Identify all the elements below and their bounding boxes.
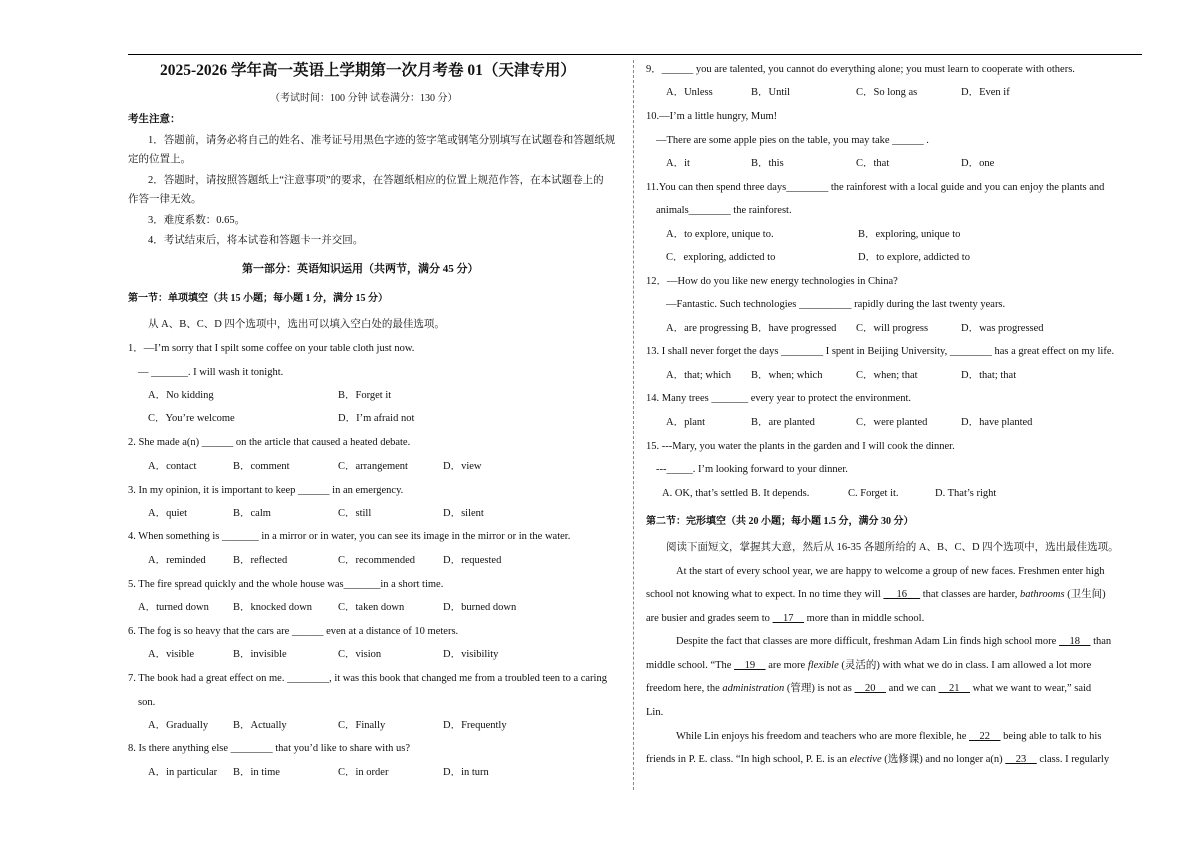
question-10: 10.—I’m a little hungry, Mum! xyxy=(646,111,778,122)
option: B．calm xyxy=(233,508,271,519)
option: B. It depends. xyxy=(751,488,810,499)
exam-info: （考试时间：100 分钟 试卷满分：130 分） xyxy=(270,93,458,104)
option: D．have planted xyxy=(961,417,1033,428)
option: D．Even if xyxy=(961,87,1010,98)
option: B．Until xyxy=(751,87,791,98)
question-2: 2. She made a(n) ______ on the article that caused a heated debate. xyxy=(128,437,411,448)
option: B．in time xyxy=(233,767,280,778)
option: B．have progressed xyxy=(751,323,837,334)
option: C．vision xyxy=(338,649,382,660)
page-title: 2025-2026 学年高一英语上学期第一次月考卷 01（天津专用） xyxy=(160,62,576,79)
option: B．exploring, unique to xyxy=(858,229,961,240)
passage-line: Lin. xyxy=(646,707,664,718)
question-9: 9．______ you are talented, you cannot do everything alone; you must learn to cooperate with others. xyxy=(646,64,1075,75)
question-13: 13. I shall never forget the days ________ I spent in Beijing University, ________ has a great effect on my life. xyxy=(646,346,1115,357)
passage-line: Despite the fact that classes are more difficult, freshman Adam Lin finds high school more 18 than xyxy=(676,636,1112,647)
question-7-cont: son. xyxy=(138,697,156,708)
option: C．will progress xyxy=(856,323,929,334)
option: C．recommended xyxy=(338,555,415,566)
option: B．Forget it xyxy=(338,390,392,401)
option: A．reminded xyxy=(148,555,206,566)
option: A．plant xyxy=(666,417,706,428)
section1-heading: 第一节：单项填空（共 15 小题；每小题 1 分，满分 15 分） xyxy=(128,293,388,304)
part1-heading: 第一部分：英语知识运用（共两节，满分 45 分） xyxy=(242,263,479,275)
option: D．was progressed xyxy=(961,323,1044,334)
option: A．in particular xyxy=(148,767,218,778)
option: D．I’m afraid not xyxy=(338,413,415,424)
option: D．Frequently xyxy=(443,720,507,731)
passage-line: are busier and grades seem to 17 more than in middle school. xyxy=(646,613,925,624)
option: A．to explore, unique to. xyxy=(666,229,774,240)
option: C．that xyxy=(856,158,890,169)
option: C．in order xyxy=(338,767,389,778)
option: D．silent xyxy=(443,508,484,519)
question-11: 11.You can then spend three days________ the rainforest with a local guide and you can enjoy the plants and xyxy=(646,182,1105,193)
column-divider xyxy=(633,60,634,790)
option: C．arrangement xyxy=(338,461,408,472)
option: A．turned down xyxy=(138,602,209,613)
option: C．taken down xyxy=(338,602,405,613)
question-6: 6. The fog is so heavy that the cars are ______ even at a distance of 10 meters. xyxy=(128,626,459,637)
option: B．invisible xyxy=(233,649,287,660)
option: C．You’re welcome xyxy=(148,413,235,424)
option: D．requested xyxy=(443,555,502,566)
question-4: 4. When something is _______ in a mirror or in water, you can see its image in the mirror or in the water. xyxy=(128,531,571,542)
option: D. That’s right xyxy=(935,488,997,499)
option: B．this xyxy=(751,158,784,169)
notice-line: 3．难度系数：0.65。 xyxy=(148,215,246,226)
option: A. OK, that’s settled xyxy=(662,488,749,499)
notice-line: 4．考试结束后，将本试卷和答题卡一并交回。 xyxy=(148,235,364,246)
option: D．burned down xyxy=(443,602,517,613)
notice-line: 2．答题时，请按照答题纸上“注意事项”的要求，在答题纸相应的位置上规范作答，在本试题卷上的 xyxy=(148,175,604,186)
option: C．Finally xyxy=(338,720,386,731)
section2-intro: 阅读下面短文，掌握其大意，然后从 16-35 各题所给的 A、B、C、D 四个选项中，选出最佳选项。 xyxy=(666,542,1119,553)
option: D．view xyxy=(443,461,482,472)
passage-line: school not knowing what to expect. In no time they will 16 that classes are harder, bathrooms (卫生间) xyxy=(646,589,1106,600)
question-12: 12．—How do you like new energy technologies in China? xyxy=(646,276,898,287)
option: A．that; which xyxy=(666,370,732,381)
option: C．when; that xyxy=(856,370,918,381)
question-3: 3. In my opinion, it is important to keep ______ in an emergency. xyxy=(128,485,404,496)
option: B．Actually xyxy=(233,720,287,731)
option: A．visible xyxy=(148,649,195,660)
question-5: 5. The fire spread quickly and the whole house was_______in a short time. xyxy=(128,579,444,590)
option: B．comment xyxy=(233,461,290,472)
option: A．No kidding xyxy=(148,390,214,401)
passage-line: friends in P. E. class. “In high school, P. E. is an elective (选修课) and no longer a(n) 23 class. I regularly xyxy=(646,754,1110,765)
question-12-cont: —Fantastic. Such technologies __________ rapidly during the last twenty years. xyxy=(666,299,1006,310)
option: A．it xyxy=(666,158,690,169)
option: A．are progressing xyxy=(666,323,749,334)
option: A．contact xyxy=(148,461,197,472)
option: B．knocked down xyxy=(233,602,313,613)
top-rule xyxy=(128,54,1142,55)
question-14: 14. Many trees _______ every year to protect the environment. xyxy=(646,393,912,404)
notice-line: 1．答题前，请务必将自己的姓名、准考证号用黑色字迹的签字笔或钢笔分别填写在试题卷和答题纸规 xyxy=(148,135,616,146)
notice-line: 定的位置上。 xyxy=(128,154,191,165)
question-1: 1．—I’m sorry that I spilt some coffee on your table cloth just now. xyxy=(128,343,415,354)
option: D．to explore, addicted to xyxy=(858,252,970,263)
question-11-cont: animals________ the rainforest. xyxy=(656,205,792,216)
passage-line: middle school. “The 19 are more flexible (灵活的) with what we do in class. I am allowed a lot more xyxy=(646,660,1092,671)
option: D．that; that xyxy=(961,370,1017,381)
section1-intro: 从 A、B、C、D 四个选项中，选出可以填入空白处的最佳选项。 xyxy=(148,319,445,330)
option: A．quiet xyxy=(148,508,188,519)
option: C. Forget it. xyxy=(848,488,899,499)
option: C．So long as xyxy=(856,87,918,98)
option: B．when; which xyxy=(751,370,823,381)
question-10-cont: —There are some apple pies on the table, you may take ______ . xyxy=(656,135,929,146)
question-7: 7. The book had a great effect on me. ________, it was this book that changed me from a troubled teen to a caring xyxy=(128,673,607,684)
passage-line: At the start of every school year, we are happy to welcome a group of new faces. Freshmen enter high xyxy=(676,566,1105,577)
option: A．Gradually xyxy=(148,720,209,731)
question-15: 15. ---Mary, you water the plants in the garden and I will cook the dinner. xyxy=(646,441,955,452)
option: B．reflected xyxy=(233,555,288,566)
question-8: 8. Is there anything else ________ that you’d like to share with us? xyxy=(128,743,410,754)
option: C．were planted xyxy=(856,417,928,428)
notice-heading: 考生注意： xyxy=(128,114,181,125)
option: C．exploring, addicted to xyxy=(666,252,776,263)
passage-line: freedom here, the administration (管理) is not as 20 and we can 21 what we want to wear,” said xyxy=(646,683,1092,694)
option: B．are planted xyxy=(751,417,815,428)
notice-line: 作答一律无效。 xyxy=(128,194,202,205)
option: D．visibility xyxy=(443,649,499,660)
passage-line: While Lin enjoys his freedom and teachers who are more flexible, he 22 being able to talk to his xyxy=(676,731,1102,742)
section2-heading: 第二节：完形填空（共 20 小题；每小题 1.5 分，满分 30 分） xyxy=(646,516,914,527)
question-15-cont: ---_____. I’m looking forward to your dinner. xyxy=(656,464,848,475)
option: A．Unless xyxy=(666,87,713,98)
option: C．still xyxy=(338,508,372,519)
question-1-cont: — _______. I will wash it tonight. xyxy=(138,367,284,378)
option: D．one xyxy=(961,158,995,169)
option: D．in turn xyxy=(443,767,489,778)
